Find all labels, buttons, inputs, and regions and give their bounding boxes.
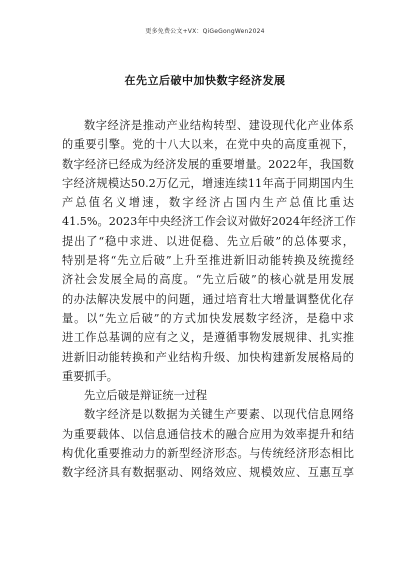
text-line: 构优化重要推动力的新型经济形态。与传统经济形态相比 [62,447,354,461]
text-line: 进新旧动能转换和产业结构升级、加快构建新发展格局的 [62,350,354,364]
page-header: 更多免费公文+VX：QiGeGongWen2024 [145,28,265,35]
text-line: 进工作总基调的应有之义，是遵循事物发展规律、扎实推 [62,331,354,345]
text-line: 产总值名义增速，数字经济占国内生产总值比重达 [62,196,354,210]
text-line: 先立后破是辩证统一过程 [84,389,208,403]
text-line: 41.5%。2023年中央经济工作会议对做好2024年经济工作 [62,215,356,229]
text-line: 提出了“稳中求进、以进促稳、先立后破”的总体要求， [62,234,354,248]
text-line: 济社会发展全局的高度。“先立后破”的核心就是用发展 [62,273,354,287]
text-line: 数字经济是以数据为关键生产要素、以现代信息网络 [84,408,354,422]
text-line: 数字经济是推动产业结构转型、建设现代化产业体系 [84,119,354,132]
text-line: 数字经济已经成为经济发展的重要增量。2022年，我国数 [62,157,354,171]
text-line: 字经济规模达50.2万亿元，增速连续11年高于同期国内生 [62,176,354,190]
text-line: 重要抓手。 [62,369,118,383]
text-line: 数字经济具有数据驱动、网络效应、规模效应、互惠互享 [62,466,354,480]
text-line: 的重要引擎。党的十八大以来，在党中央的高度重视下， [62,138,354,152]
text-line: 为重要载体、以信息通信技术的融合应用为效率提升和结 [62,427,354,441]
text-line: 特别是将“先立后破”上升至推进新旧动能转换及统揽经 [62,254,354,268]
text-line: 的办法解决发展中的问题，通过培育壮大增量调整优化存 [62,292,354,306]
text-line: 量。以“先立后破”的方式加快发展数字经济，是稳中求 [62,311,354,325]
document-title: 在先立后破中加快数字经济发展 [124,74,286,87]
document-body [62,116,354,483]
